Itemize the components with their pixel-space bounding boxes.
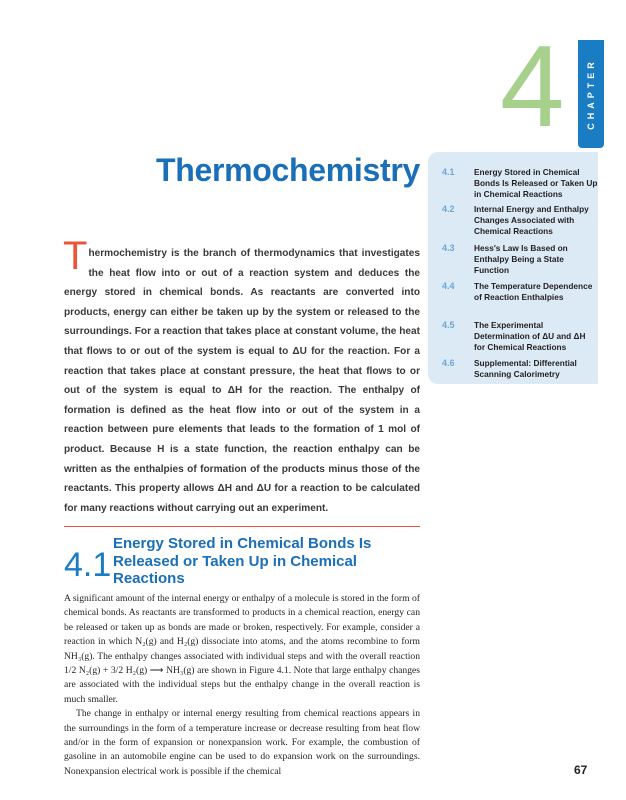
toc-title: The Experimental Determination of ΔU and ΔH for Chemical Reactions xyxy=(474,320,586,353)
chapter-label: CHAPTER xyxy=(586,58,596,130)
toc-number: 4.2 xyxy=(442,204,455,214)
section-number: 4.1 xyxy=(64,546,112,584)
toc-number: 4.6 xyxy=(442,358,455,368)
chapter-tab xyxy=(578,40,604,148)
toc-item[interactable] xyxy=(442,204,598,238)
chapter-number: 4 xyxy=(500,21,565,151)
body-paragraph: The change in enthalpy or internal energy resulting from chemical reactions appears in the surroundings in the form of a temperature increase or decrease resulting from heat flow and/or in the form of expansion or nonexpansion work. For example, the combustion of gasoline in an automobile engine can be used to do expansion work on the surroundings. Nonexpansion electrical work is possible if the chemical xyxy=(64,708,420,777)
toc-title: Internal Energy and Enthalpy Changes Associated with Chemical Reactions xyxy=(474,204,589,237)
toc-title: Supplemental: Differential Scanning Calorimetry xyxy=(474,358,577,380)
section-body xyxy=(64,592,420,779)
chapter-introduction xyxy=(63,234,420,518)
toc-item[interactable] xyxy=(442,358,598,380)
page-number: 67 xyxy=(574,763,588,777)
section-title: Energy Stored in Chemical Bonds Is Released or Taken Up in Chemical Reactions xyxy=(113,535,372,587)
toc-item[interactable] xyxy=(442,243,598,277)
drop-cap: T xyxy=(63,234,88,278)
toc-number: 4.5 xyxy=(442,320,455,330)
toc-item[interactable] xyxy=(442,167,598,201)
toc-item[interactable] xyxy=(442,281,598,303)
toc-number: 4.4 xyxy=(442,281,455,291)
section-divider xyxy=(64,526,420,527)
toc-title: Hess's Law Is Based on Enthalpy Being a State Function xyxy=(474,243,568,276)
toc-number: 4.3 xyxy=(442,243,455,253)
chapter-title: Thermochemistry xyxy=(155,152,420,188)
intro-text: hermochemistry is the branch of thermodynamics that investigates the heat flow into or out of a reaction system and deduces the energy stored in chemical bonds. As reactants are converted into products, energy can either be taken up by the system or released to the surroundings. For a reaction that takes place at constant volume, the heat that flows to or out of the system is equal to ΔU for the reaction. For a reaction that takes place at constant pressure, the heat that flows to or out of the system is equal to ΔH for the reaction. The enthalpy of formation is defined as the heat flow into or out of the system in a reaction between pure elements that leads to the formation of 1 mol of product. Because H is a state function, the reaction enthalpy can be written as the enthalpies of formation of the products minus those of the reactants. This property allows ΔH and ΔU for a reaction to be calculated for many reactions without carrying out an experiment. xyxy=(64,248,420,514)
toc-item[interactable] xyxy=(442,320,598,354)
chapter-contents xyxy=(428,152,598,384)
toc-title: The Temperature Dependence of Reaction Enthalpies xyxy=(474,281,593,303)
body-paragraph: A significant amount of the internal energy or enthalpy of a molecule is stored in the form of chemical bonds. As reactants are transformed to products in a chemical reaction, energy can be released or taken up as bonds are made or broken, respectively. For example, consider a reaction in which N₂(g) and H₂(g) dissociate into atoms, and the atoms recombine to form NH₃(g). The enthalpy changes associated with individual steps and with the overall reaction 1/2 N₂(g) + 3/2 H₂(g) ⟶ NH₃(g) are shown in Figure 4.1. Note that large enthalpy changes are associated with the individual steps but the enthalpy change in the overall reaction is much smaller. xyxy=(64,593,420,705)
toc-number: 4.1 xyxy=(442,167,455,177)
toc-title: Energy Stored in Chemical Bonds Is Released or Taken Up in Chemical Reactions xyxy=(474,167,598,200)
